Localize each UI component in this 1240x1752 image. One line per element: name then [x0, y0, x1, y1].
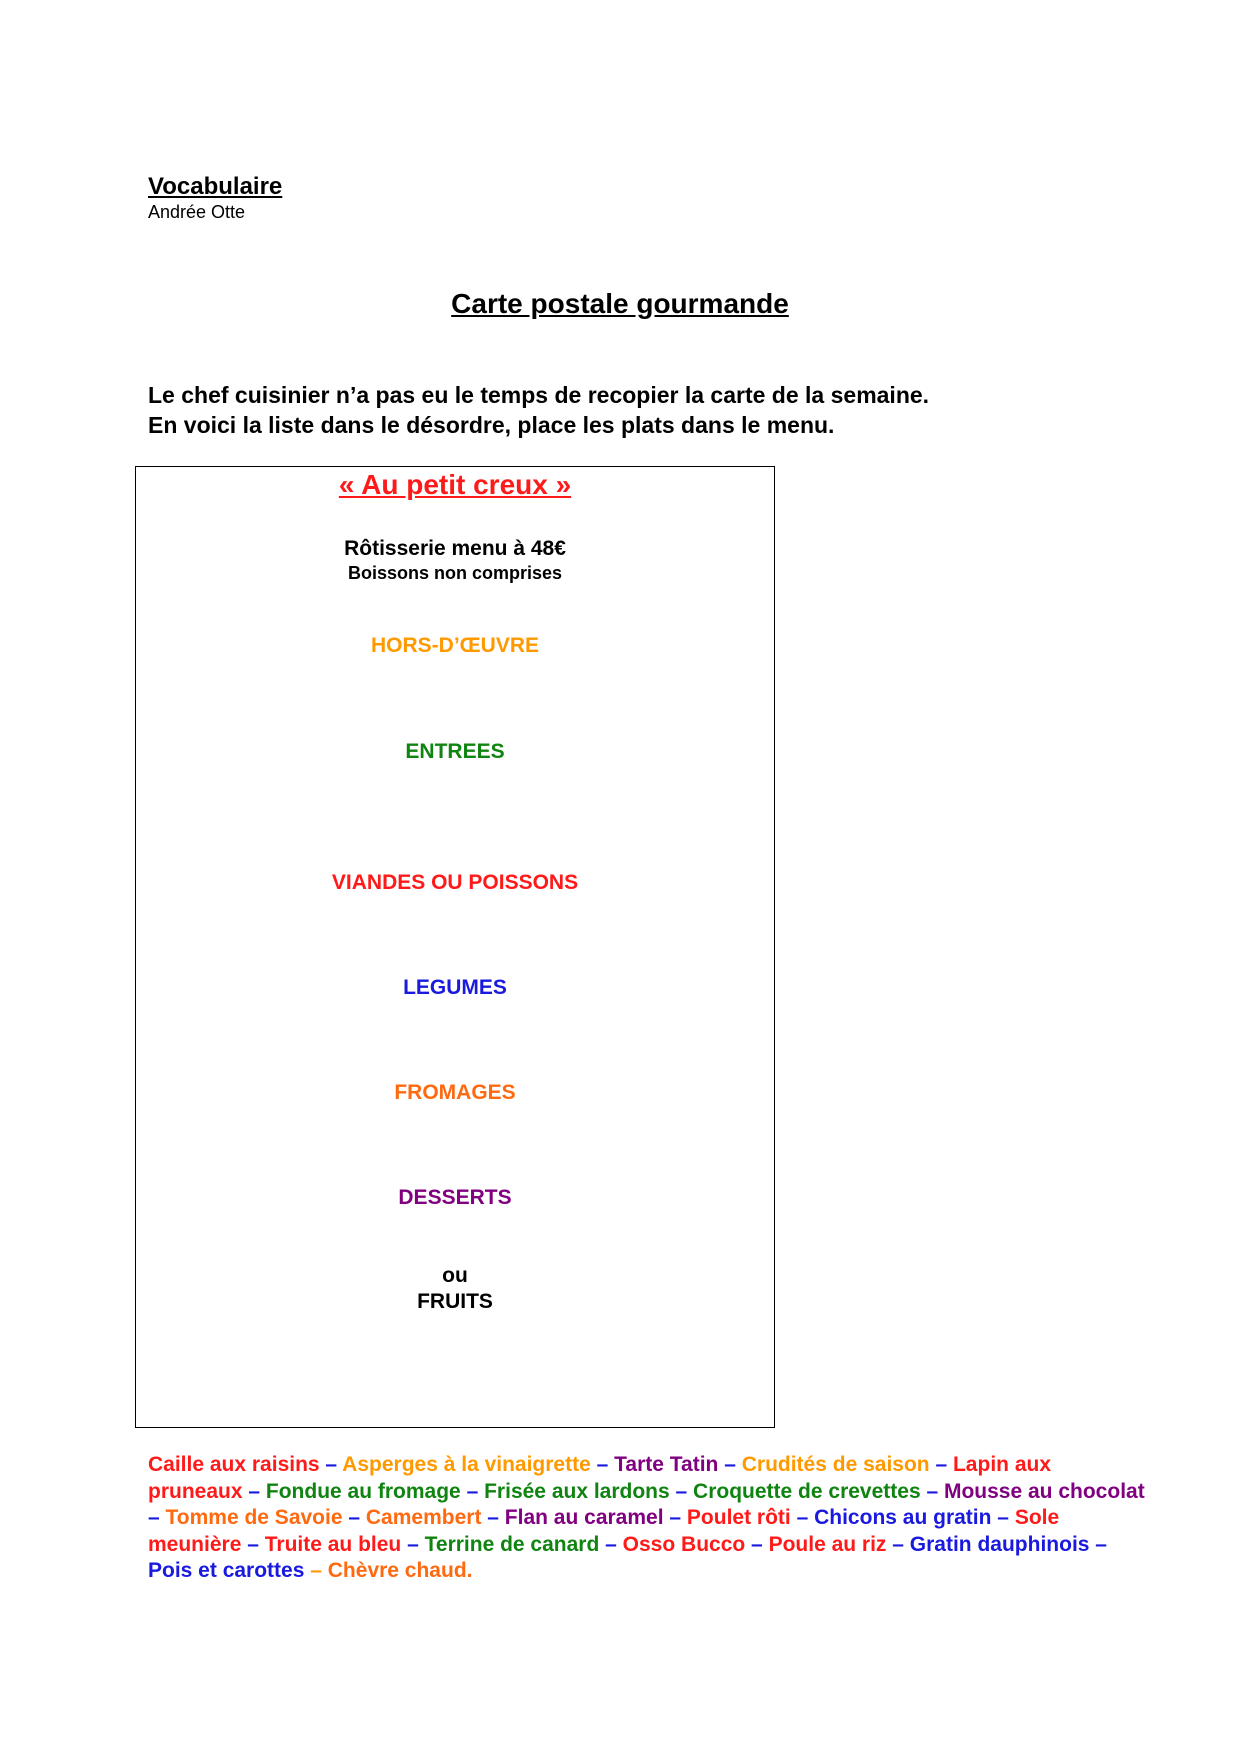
dish-separator: – — [886, 1532, 910, 1556]
section-hors-doeuvre: HORS-D’ŒUVRE — [370, 634, 539, 657]
section-fruits: FRUITS — [417, 1290, 493, 1313]
dish-item: Sole meunière — [148, 1506, 1060, 1556]
instructions — [148, 380, 929, 440]
dish-separator: – — [590, 1453, 615, 1476]
dish-item: Caille aux raisins — [148, 1453, 320, 1476]
dish-item: Truite au bleu — [264, 1532, 402, 1556]
dish-item: Tomme de Savoie — [165, 1506, 343, 1529]
dish-separator: – — [148, 1506, 166, 1529]
or-label: ou — [442, 1264, 468, 1287]
dish-separator: – — [242, 1479, 266, 1503]
dish-separator: – — [663, 1506, 687, 1529]
dish-item: Lapin aux pruneaux — [148, 1453, 1052, 1503]
page-title: Carte postale gourmande — [451, 288, 789, 319]
dish-separator: – — [241, 1532, 265, 1556]
menu-card — [135, 466, 775, 1428]
restaurant-name: « Au petit creux » — [338, 469, 572, 500]
dish-item: Tarte Tatin — [614, 1453, 719, 1476]
dish-separator: – — [790, 1506, 815, 1529]
dish-separator: – — [342, 1506, 366, 1529]
dish-separator: – — [304, 1559, 328, 1582]
vocabulary-heading: Vocabulaire — [148, 173, 283, 200]
author-name: Andrée Otte — [148, 202, 246, 222]
dish-separator: – — [1089, 1532, 1107, 1556]
dish-item: Terrine de canard — [424, 1532, 600, 1556]
section-legumes: LEGUMES — [403, 976, 507, 999]
dish-item: Camembert — [365, 1506, 482, 1529]
dish-item: Frisée aux lardons — [484, 1479, 670, 1503]
dish-separator: – — [401, 1532, 425, 1556]
dish-item: Chicons au gratin — [814, 1506, 992, 1529]
instruction-line: En voici la liste dans le désordre, place les plats dans le menu. — [148, 412, 835, 438]
dish-item: Chèvre chaud. — [327, 1559, 473, 1582]
dish-item: Crudités de saison — [741, 1453, 930, 1476]
dish-item: Poule au riz — [768, 1532, 887, 1556]
dish-item: Flan au caramel — [504, 1506, 664, 1529]
dish-item: Osso Bucco — [622, 1532, 746, 1556]
instruction-line: Le chef cuisinier n’a pas eu le temps de recopier la carte de la semaine. — [148, 382, 930, 408]
dish-separator: – — [718, 1453, 742, 1476]
dish-item: Asperges à la vinaigrette — [342, 1453, 591, 1476]
section-entrees: ENTREES — [405, 740, 505, 763]
dish-item: Fondue au fromage — [265, 1479, 461, 1503]
dish-separator: – — [481, 1506, 505, 1529]
section-viandes-ou-poissons: VIANDES OU POISSONS — [331, 871, 579, 894]
dish-separator: – — [599, 1532, 623, 1556]
dish-separator: – — [319, 1453, 343, 1476]
dish-list — [148, 1452, 1148, 1585]
dish-item: Pois et carottes — [148, 1559, 305, 1582]
dish-item: Poulet rôti — [686, 1506, 791, 1529]
dish-item: Mousse au chocolat — [943, 1479, 1145, 1503]
section-fromages: FROMAGES — [394, 1081, 516, 1104]
section-desserts: DESSERTS — [398, 1186, 512, 1209]
dish-separator: – — [669, 1479, 694, 1503]
dish-separator: – — [920, 1479, 944, 1503]
dish-item: Gratin dauphinois — [909, 1532, 1090, 1556]
dish-separator: – — [745, 1532, 769, 1556]
dish-separator: – — [929, 1453, 953, 1476]
dish-item: Croquette de crevettes — [693, 1479, 921, 1503]
dish-separator: – — [460, 1479, 485, 1503]
menu-price-line: Rôtisserie menu à 48€ — [344, 537, 566, 560]
drinks-note: Boissons non comprises — [347, 563, 563, 583]
dish-separator: – — [991, 1506, 1015, 1529]
